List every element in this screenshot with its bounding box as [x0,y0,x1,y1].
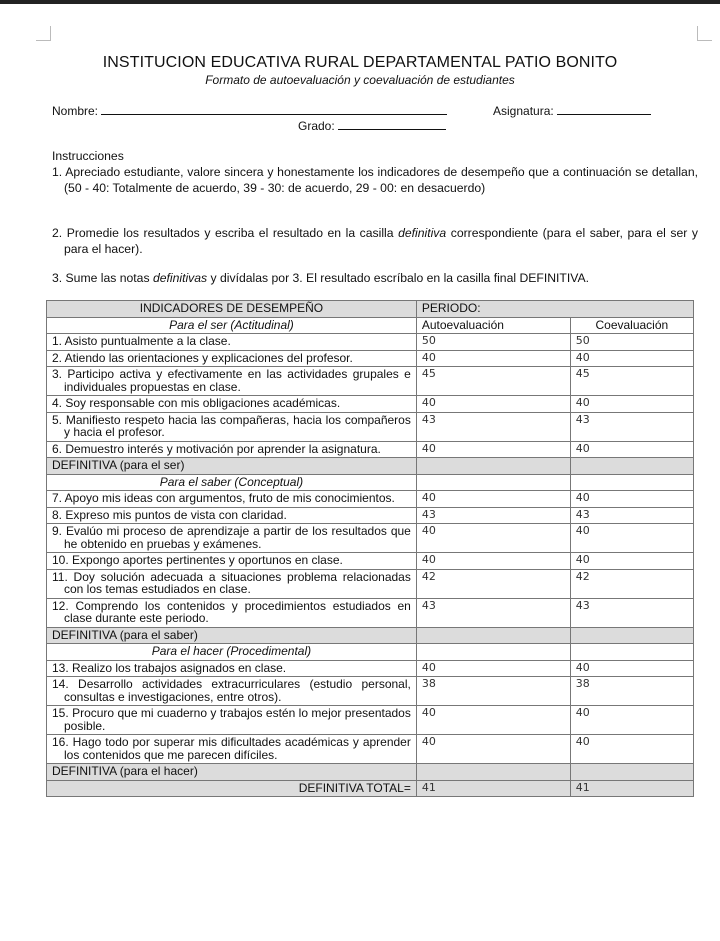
indicator-text: 12. Comprendo los contenidos y procedimientos estudiados en clase durante este periodo. [47,598,417,627]
instruction-2-text-a: 2. Promedie los resultados y escriba el resultado en la casilla [52,226,399,240]
instructions [52,148,698,196]
instruction-1: 1. Apreciado estudiante, valore sincera y honestamente los indicadores de desempeño que a continuación se detallan, (50 - 40: Totalmente de acuerdo, 39 - 30: de acuerdo, 29 - 00: en desacuerdo) [52,165,698,195]
instructions-heading: Instrucciones [52,149,124,163]
instruction-3-text-a: 3. Sume las notas [52,271,153,285]
coevaluacion-score[interactable]: 50 [570,334,693,351]
header-periodo: PERIODO: [416,301,693,318]
definitiva-ser-row [47,458,694,475]
definitiva-saber-row [47,627,694,644]
autoevaluacion-score[interactable]: 40 [416,553,570,570]
autoevaluacion-score[interactable]: 45 [416,367,570,396]
coevaluacion-score[interactable]: 40 [570,350,693,367]
header-autoevaluacion: Autoevaluación [416,317,570,334]
instruction-2 [52,225,698,257]
table-row [47,524,694,553]
autoevaluacion-score[interactable]: 40 [416,441,570,458]
empty-cell [570,644,693,661]
definitiva-total-co[interactable]: 41 [570,780,693,797]
coevaluacion-score[interactable]: 45 [570,367,693,396]
autoevaluacion-score[interactable]: 40 [416,706,570,735]
definitiva-label: DEFINITIVA (para el ser) [47,458,417,475]
coevaluacion-score[interactable]: 38 [570,677,693,706]
definitiva-total-row [47,780,694,797]
section-title: Para el saber (Conceptual) [47,474,417,491]
table-row [47,441,694,458]
table-row [47,660,694,677]
indicator-text: 16. Hago todo por superar mis dificultades académicas y aprender los contenidos que me parecen difíciles. [47,735,417,764]
empty-cell [416,474,570,491]
definitiva-total-label: DEFINITIVA TOTAL= [47,780,417,797]
section-row-saber [47,474,694,491]
table-header-row [47,301,694,318]
indicator-text: 5. Manifiesto respeto hacia las compañeras, hacia los compañeros y hacia el profesor. [47,412,417,441]
instruction-3-emphasis: definitivas [152,271,208,285]
definitiva-co-cell[interactable] [570,458,693,475]
indicator-text: 15. Procuro que mi cuaderno y trabajos estén lo mejor presentados posible. [47,706,417,735]
indicator-text: 11. Doy solución adecuada a situaciones problema relacionadas con los temas estudiados en clase. [47,569,417,598]
indicator-text: 10. Expongo aportes pertinentes y oportunos en clase. [47,553,417,570]
autoevaluacion-score[interactable]: 40 [416,735,570,764]
definitiva-hacer-row [47,764,694,781]
coevaluacion-score[interactable]: 43 [570,507,693,524]
instruction-2-emphasis: definitiva [398,226,447,240]
definitiva-label: DEFINITIVA (para el hacer) [47,764,417,781]
definitiva-co-cell[interactable] [570,764,693,781]
document-title: INSTITUCION EDUCATIVA RURAL DEPARTAMENTAL PATIO BONITO [102,54,618,71]
instruction-3-text-b: y divídalas por 3. El resultado escríbalo en la casilla final DEFINITIVA. [207,271,589,285]
table-row [47,334,694,351]
autoevaluacion-score[interactable]: 50 [416,334,570,351]
indicator-text: 4. Soy responsable con mis obligaciones académicas. [47,396,417,413]
header-coevaluacion: Coevaluación [570,317,693,334]
indicator-text: 6. Demuestro interés y motivación por aprender la asignatura. [47,441,417,458]
table-row [47,569,694,598]
document-subtitle: Formato de autoevaluación y coevaluación de estudiantes [205,73,515,87]
coevaluacion-score[interactable]: 43 [570,598,693,627]
asignatura-label: Asignatura: [493,104,554,118]
header-indicadores: INDICADORES DE DESEMPEÑO [47,301,417,318]
empty-cell [570,474,693,491]
coevaluacion-score[interactable]: 40 [570,735,693,764]
indicator-text: 2. Atiendo las orientaciones y explicaciones del profesor. [47,350,417,367]
table-row [47,507,694,524]
autoevaluacion-score[interactable]: 40 [416,660,570,677]
evaluation-table [46,300,694,797]
definitiva-auto-cell[interactable] [416,764,570,781]
definitiva-auto-cell[interactable] [416,627,570,644]
coevaluacion-score[interactable]: 40 [570,441,693,458]
asignatura-field[interactable] [493,104,651,118]
coevaluacion-score[interactable]: 40 [570,660,693,677]
table-row [47,350,694,367]
autoevaluacion-score[interactable]: 38 [416,677,570,706]
autoevaluacion-score[interactable]: 43 [416,412,570,441]
window-top-bar [0,0,720,4]
section-row-hacer [47,644,694,661]
coevaluacion-score[interactable]: 42 [570,569,693,598]
table-row [47,598,694,627]
evaluation-table-body [47,301,694,797]
autoevaluacion-score[interactable]: 43 [416,507,570,524]
page-corner-mark-left [36,26,51,41]
indicator-text: 8. Expreso mis puntos de vista con claridad. [47,507,417,524]
autoevaluacion-score[interactable]: 40 [416,350,570,367]
autoevaluacion-score[interactable]: 43 [416,598,570,627]
indicator-text: 3. Participo activa y efectivamente en las actividades grupales e individuales propuestas en clase. [47,367,417,396]
table-row [47,553,694,570]
table-row [47,706,694,735]
definitiva-label: DEFINITIVA (para el saber) [47,627,417,644]
table-row [47,396,694,413]
autoevaluacion-score[interactable]: 40 [416,491,570,508]
coevaluacion-score[interactable]: 40 [570,553,693,570]
grado-label: Grado: [298,119,335,133]
coevaluacion-score[interactable]: 40 [570,396,693,413]
indicator-text: 1. Asisto puntualmente a la clase. [47,334,417,351]
table-subheader-row [47,317,694,334]
page-corner-mark-right [697,26,712,41]
nombre-label: Nombre: [52,104,99,118]
autoevaluacion-score[interactable]: 42 [416,569,570,598]
instruction-3 [52,270,698,286]
definitiva-auto-cell[interactable] [416,458,570,475]
grado-field[interactable] [298,119,446,133]
table-row [47,491,694,508]
indicator-text: 7. Apoyo mis ideas con argumentos, fruto de mis conocimientos. [47,491,417,508]
indicator-text: 13. Realizo los trabajos asignados en clase. [47,660,417,677]
definitiva-co-cell[interactable] [570,627,693,644]
nombre-blank[interactable] [101,104,447,115]
indicator-text: 14. Desarrollo actividades extracurriculares (estudio personal, consultas e investigaciones, entre otros). [47,677,417,706]
asignatura-blank[interactable] [557,104,651,115]
table-row [47,677,694,706]
coevaluacion-score[interactable]: 40 [570,491,693,508]
coevaluacion-score[interactable]: 40 [570,524,693,553]
table-row [47,412,694,441]
definitiva-total-auto[interactable]: 41 [416,780,570,797]
section-title: Para el hacer (Procedimental) [47,644,417,661]
section-title-ser: Para el ser (Actitudinal) [47,317,417,334]
table-row [47,367,694,396]
nombre-field[interactable] [52,104,447,118]
table-row [47,735,694,764]
autoevaluacion-score[interactable]: 40 [416,524,570,553]
instruction-2-text-b: correspondiente (para el saber, para el ser y para el hacer). [64,226,699,256]
autoevaluacion-score[interactable]: 40 [416,396,570,413]
empty-cell [416,644,570,661]
grado-blank[interactable] [338,119,446,130]
indicator-text: 9. Evalúo mi proceso de aprendizaje a partir de los resultados que he obtenido en pruebas y exámenes. [47,524,417,553]
coevaluacion-score[interactable]: 43 [570,412,693,441]
coevaluacion-score[interactable]: 40 [570,706,693,735]
